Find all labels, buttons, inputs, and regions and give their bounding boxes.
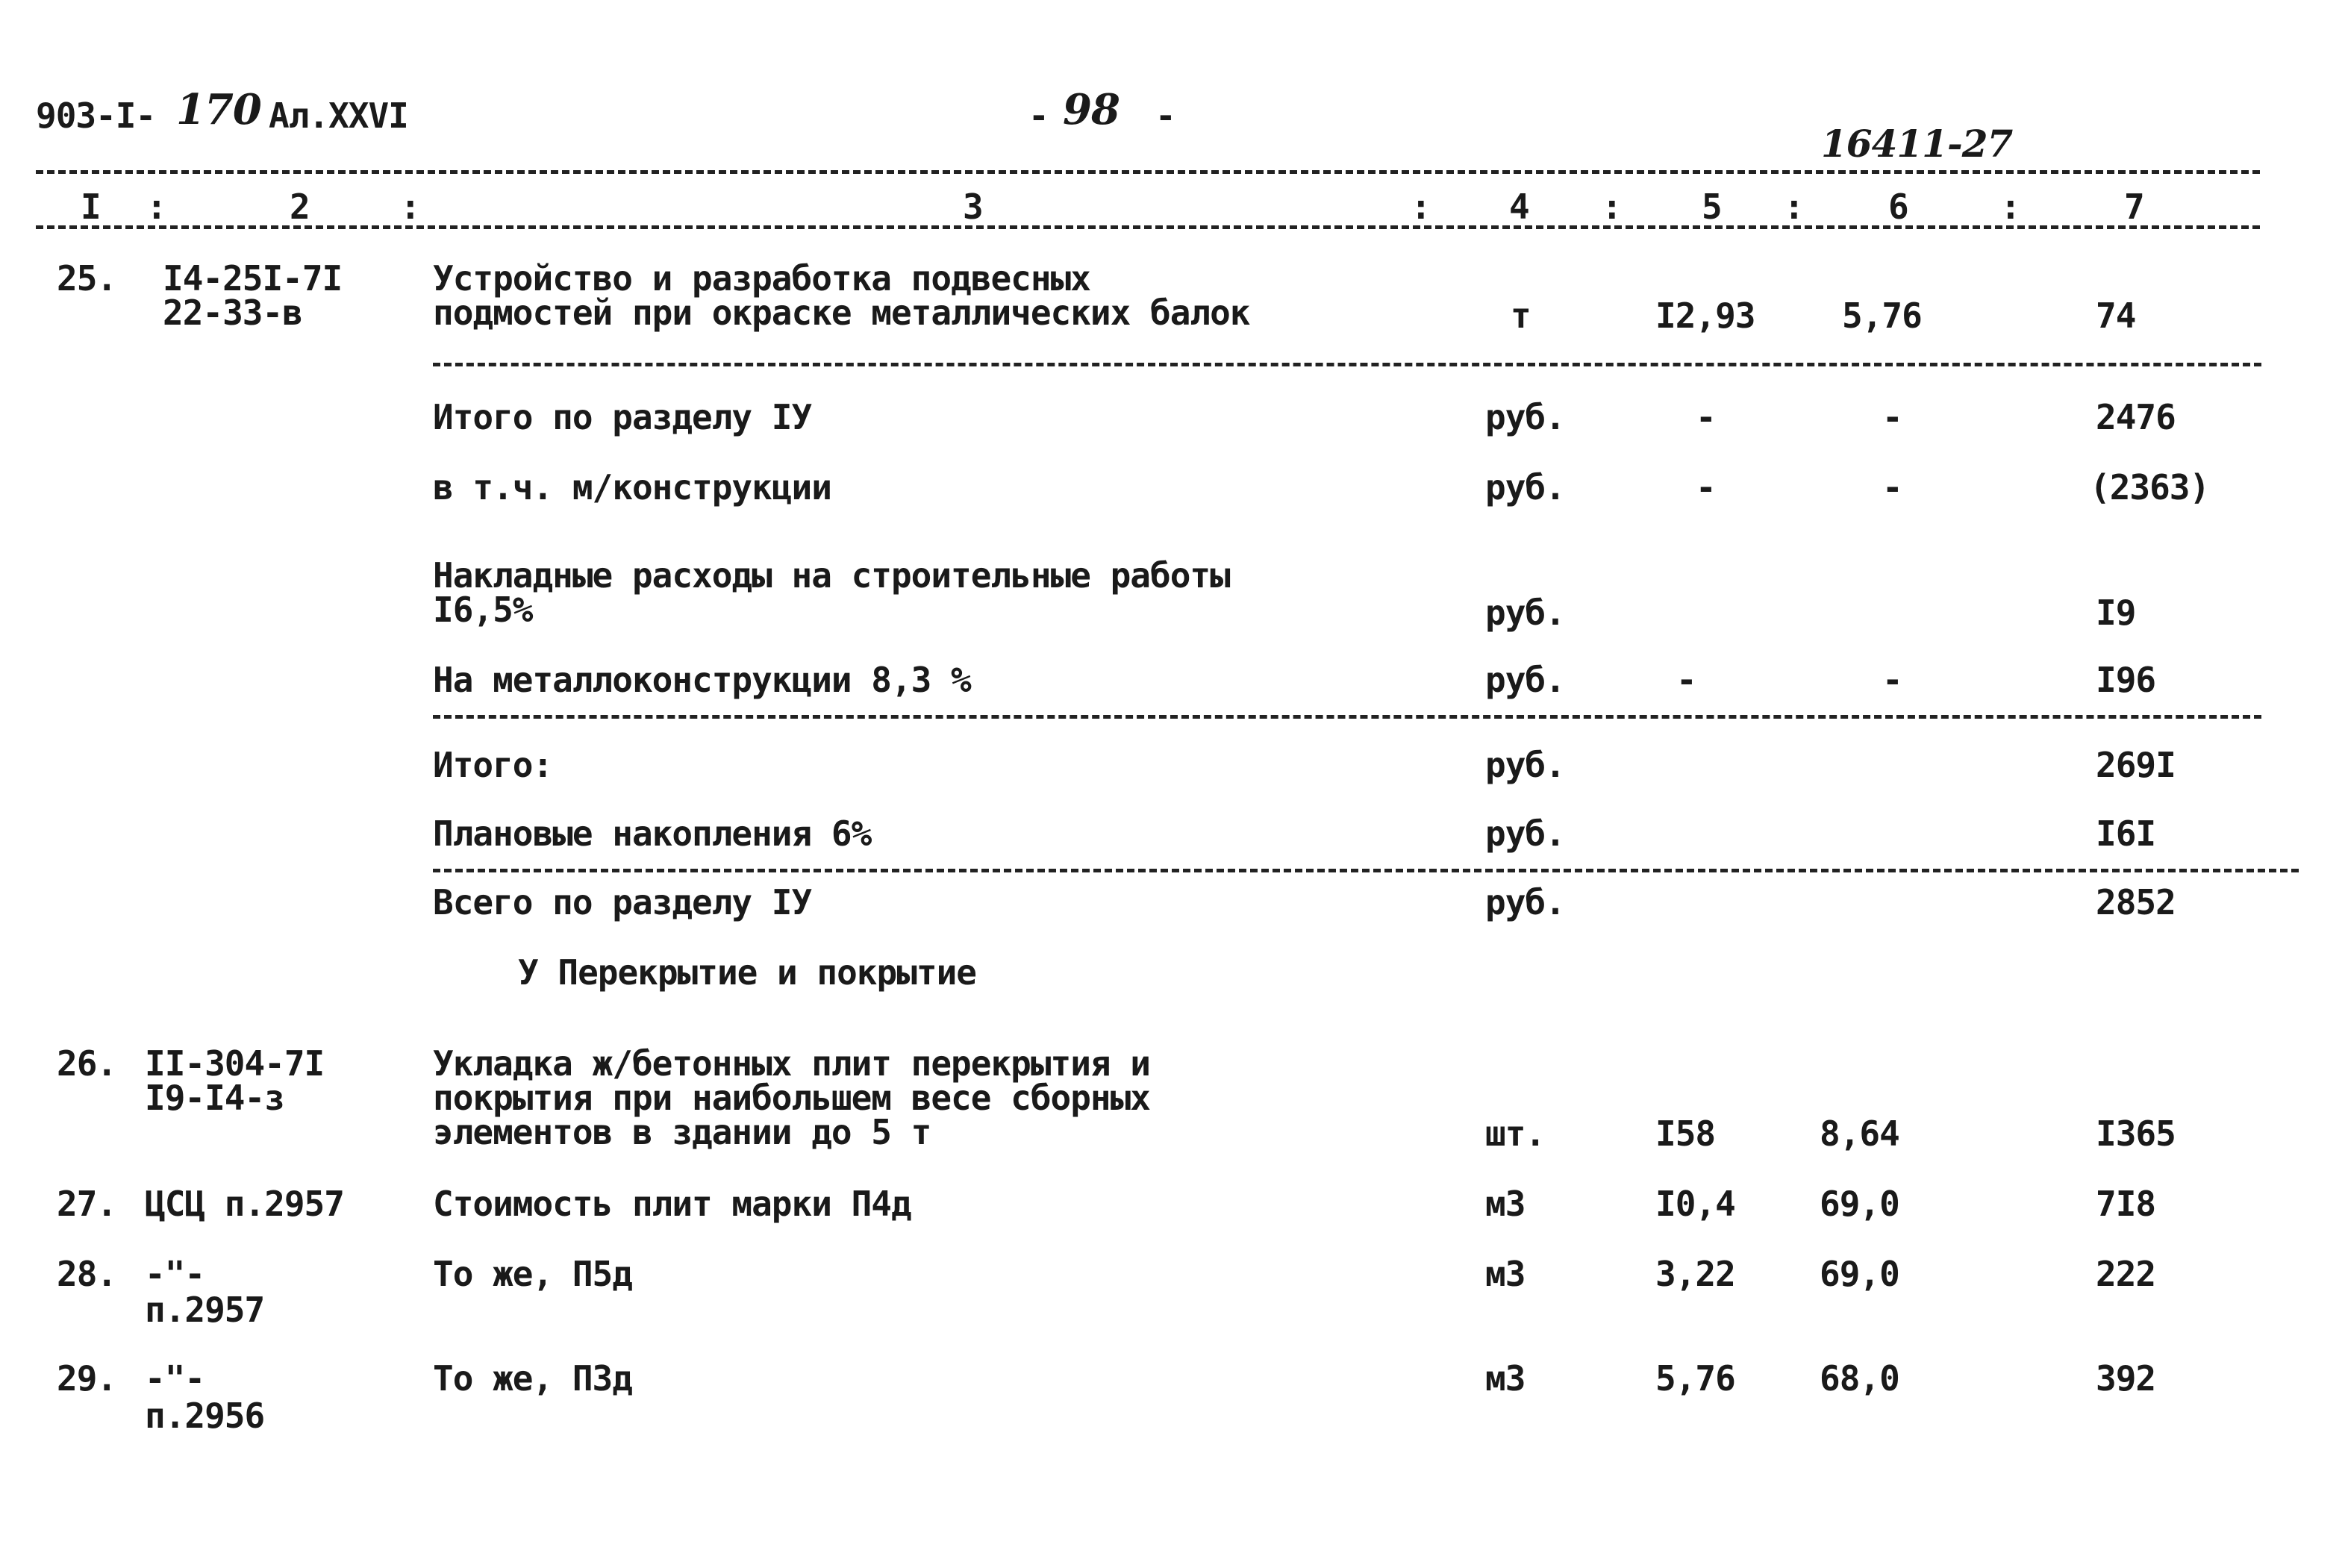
- row-quantity: -: [1676, 660, 1696, 700]
- row-unit: руб.: [1485, 882, 1565, 922]
- row-total: 222: [2096, 1254, 2156, 1294]
- column-header-5: 5: [1702, 187, 1723, 227]
- row-description: Стоимость плит марки П4д: [433, 1184, 911, 1224]
- row-number: 27.: [57, 1184, 117, 1224]
- column-separator: :: [1602, 187, 1623, 227]
- column-separator: :: [1784, 187, 1805, 227]
- doc-code-suffix: Ал.XXVI: [269, 96, 408, 136]
- row-description: подмостей при окраске металлических балок: [433, 293, 1250, 333]
- row-description: Плановые накопления 6%: [433, 813, 872, 854]
- row-unit: руб.: [1485, 745, 1565, 785]
- row-number: 29.: [57, 1358, 117, 1399]
- row-code: 22-33-в: [163, 293, 302, 333]
- row-quantity: 3,22: [1655, 1254, 1735, 1294]
- row-unit: м3: [1485, 1254, 1526, 1294]
- row-number: 25.: [57, 258, 117, 299]
- row-total: (2363): [2090, 467, 2210, 507]
- row-unit: руб.: [1485, 467, 1565, 507]
- row-description: покрытия при наибольшем весе сборных: [433, 1078, 1150, 1118]
- row-description: То же, П5д: [433, 1254, 632, 1294]
- row-code: п.2956: [145, 1396, 265, 1436]
- row-unit-price: -: [1882, 397, 1902, 437]
- row-description: Итого по разделу IУ: [433, 397, 812, 437]
- header-rule-bottom: [36, 225, 2260, 229]
- row-unit: руб.: [1485, 660, 1565, 700]
- row-quantity: -: [1696, 397, 1716, 437]
- row-number: 28.: [57, 1254, 117, 1294]
- column-header-3: 3: [963, 187, 984, 227]
- row-unit: м3: [1485, 1184, 1526, 1224]
- column-header-4: 4: [1509, 187, 1530, 227]
- row-description: I6,5%: [433, 590, 533, 630]
- column-header-6: 6: [1888, 187, 1909, 227]
- column-separator: :: [2000, 187, 2021, 227]
- row-description: Накладные расходы на строительные работы: [433, 555, 1230, 596]
- row-quantity: -: [1696, 467, 1716, 507]
- section-rule: [433, 869, 2299, 872]
- row-total: 2476: [2096, 397, 2176, 437]
- header-rule-top: [36, 170, 2260, 174]
- column-header-1: I: [81, 187, 102, 227]
- column-separator: :: [400, 187, 421, 227]
- row-description: Укладка ж/бетонных плит перекрытия и: [433, 1043, 1150, 1084]
- row-description: в т.ч. м/конструкции: [433, 467, 831, 507]
- column-separator: :: [146, 187, 167, 227]
- row-description: элементов в здании до 5 т: [433, 1112, 931, 1152]
- row-quantity: I58: [1655, 1113, 1716, 1154]
- section-rule: [433, 715, 2261, 719]
- row-description: Всего по разделу IУ: [433, 882, 812, 922]
- row-unit-price: -: [1882, 467, 1902, 507]
- row-description: Итого:: [433, 745, 553, 785]
- row-total: 269I: [2096, 745, 2176, 785]
- row-unit-price: 8,64: [1820, 1113, 1899, 1154]
- row-unit: руб.: [1485, 813, 1565, 854]
- doc-code-prefix: 903-I-: [36, 96, 156, 136]
- row-quantity: I0,4: [1655, 1184, 1735, 1224]
- page-dash-right: -: [1155, 96, 1175, 136]
- row-code: ЦСЦ п.2957: [145, 1184, 344, 1224]
- section-rule: [433, 363, 2261, 366]
- row-quantity: 5,76: [1655, 1358, 1735, 1399]
- row-unit: т: [1511, 296, 1531, 336]
- row-code: п.2957: [145, 1290, 265, 1330]
- row-description: На металлоконструкции 8,3 %: [433, 660, 971, 700]
- row-quantity: I2,93: [1655, 296, 1755, 336]
- row-code: II-304-7I: [145, 1043, 325, 1084]
- row-unit: шт.: [1485, 1113, 1546, 1154]
- row-total: I96: [2096, 660, 2156, 700]
- column-header-7: 7: [2124, 187, 2145, 227]
- row-unit: м3: [1485, 1358, 1526, 1399]
- doc-number-handwritten: 16411-27: [1821, 122, 2013, 166]
- row-code: I9-I4-з: [145, 1078, 284, 1118]
- row-code: -"-: [145, 1254, 205, 1294]
- section-heading: У Перекрытие и покрытие: [518, 952, 976, 993]
- row-description: То же, П3д: [433, 1358, 632, 1399]
- row-total: 7I8: [2096, 1184, 2156, 1224]
- row-total: I365: [2096, 1113, 2176, 1154]
- row-unit-price: 5,76: [1842, 296, 1922, 336]
- row-total: I6I: [2096, 813, 2156, 854]
- column-header-2: 2: [290, 187, 310, 227]
- row-unit: руб.: [1485, 593, 1565, 633]
- row-unit-price: 69,0: [1820, 1184, 1899, 1224]
- column-separator: :: [1411, 187, 1431, 227]
- row-description: Устройство и разработка подвесных: [433, 258, 1090, 299]
- row-total: I9: [2096, 593, 2136, 633]
- row-unit-price: 68,0: [1820, 1358, 1899, 1399]
- row-number: 26.: [57, 1043, 117, 1084]
- doc-code-handwritten: 170: [176, 85, 261, 134]
- row-total: 74: [2096, 296, 2136, 336]
- row-unit-price: -: [1882, 660, 1902, 700]
- row-unit-price: 69,0: [1820, 1254, 1899, 1294]
- page-number: 98: [1063, 85, 1120, 134]
- row-total: 392: [2096, 1358, 2156, 1399]
- row-unit: руб.: [1485, 397, 1565, 437]
- row-code: I4-25I-7I: [163, 258, 343, 299]
- row-total: 2852: [2096, 882, 2176, 922]
- page-dash-left: -: [1028, 96, 1049, 136]
- row-code: -"-: [145, 1358, 205, 1399]
